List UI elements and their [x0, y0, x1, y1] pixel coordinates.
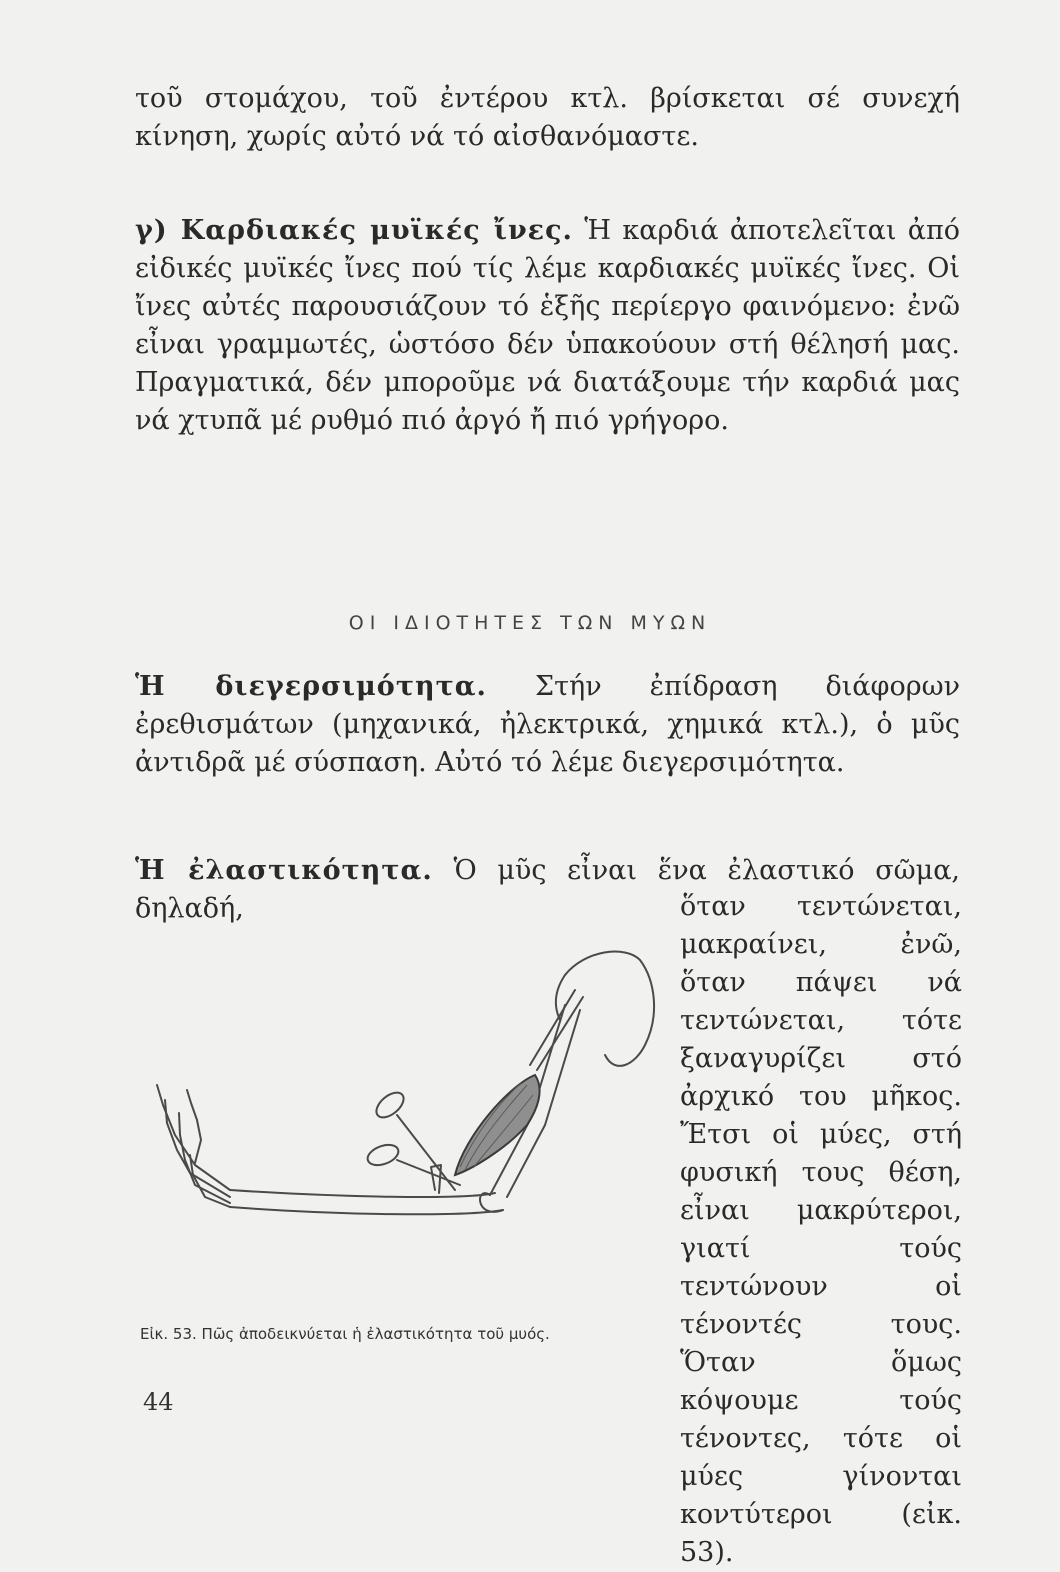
elasticity-text-first: Ὁ μῦς εἶναι ἕνα ἐλαστικό σῶμα, δηλαδή,: [135, 855, 961, 924]
excitability-text: Στήν ἐπίδραση διάφορων ἐρεθισμάτων (μηχανικά, ἠλεκτρικά, χημικά κτλ.), ὁ μῦς ἀντιδρᾶ μέ σύσπαση. Αὐτό τό λέμε διεγερσιμότητα.: [135, 671, 960, 778]
finger-bone-3: [179, 1113, 230, 1203]
scissors-blade-2: [397, 1160, 460, 1185]
shoulder-outline: [565, 952, 654, 1066]
paragraph-excitability: [135, 668, 960, 782]
arm-muscle-illustration: [135, 935, 670, 1305]
cardiac-heading: γ) Καρδιακές μυϊκές ἴνες.: [135, 215, 573, 246]
elasticity-heading: Ἡ ἐλαστικότητα.: [135, 855, 433, 886]
page-number: 44: [143, 1388, 174, 1416]
elasticity-text-column: ὅταν τεντώνεται, μακραίνει, ἐνῶ, ὅταν πάψει νά τεντώνεται, τότε ξαναγυρίζει στό ἀρχικό του μῆκος. Ἔτσι οἱ μύες, στή φυσική τους θέση, εἶναι μακρύτεροι, γιατί τούς τεντώνουν οἱ τένοντές τους. Ὅταν ὅμως κόψουμε τούς τένοντες, τότε οἱ μύες γίνονται κοντύτεροι (εἰκ. 53).: [680, 891, 962, 1568]
excitability-heading: Ἡ διεγερσιμότητα.: [135, 671, 487, 702]
elbow-joint: [480, 1193, 503, 1212]
ulna-bone: [230, 1207, 503, 1214]
upper-tendon-2: [537, 997, 583, 1070]
paragraph-text: τοῦ στομάχου, τοῦ ἐντέρου κτλ. βρίσκεται σέ συνεχή κίνηση, χωρίς αὐτό νά τό αἰσθανόμαστε.: [135, 83, 960, 152]
scissors-handle-1: [372, 1088, 408, 1122]
section-heading: ΟΙ ΙΔΙΟΤΗΤΕΣ ΤΩΝ ΜΥΩΝ: [348, 612, 712, 634]
cardiac-text: Ἡ καρδιά ἀποτελεῖται ἀπό εἰδικές μυϊκές ἴνες πού τίς λέμε καρδιακές μυϊκές ἴνες. Οἱ ἴνες αὐτές παρουσιάζουν τό ἑξῆς περίεργο φαινόμενο: ἐνῶ εἶναι γραμμωτές, ὡστόσο δέν ὑπακούουν στή θέλησή μας. Πραγματικά, δέν μποροῦμε νά διατάξουμε τήν καρδιά μας νά χτυπᾶ μέ ρυθμό πιό ἀργό ἤ πιό γρήγορο.: [135, 215, 960, 436]
figure-caption: Εἰκ. 53. Πῶς ἀποδεικνύεται ἡ ἐλαστικότητα τοῦ μυός.: [140, 1325, 550, 1343]
paragraph-digestive: [135, 80, 960, 156]
radius-bone: [230, 1190, 495, 1197]
upper-tendon: [530, 990, 575, 1065]
thumb-bone: [187, 1090, 201, 1163]
scissors-handle-2: [365, 1141, 401, 1169]
paragraph-cardiac-fibers: [135, 212, 960, 440]
